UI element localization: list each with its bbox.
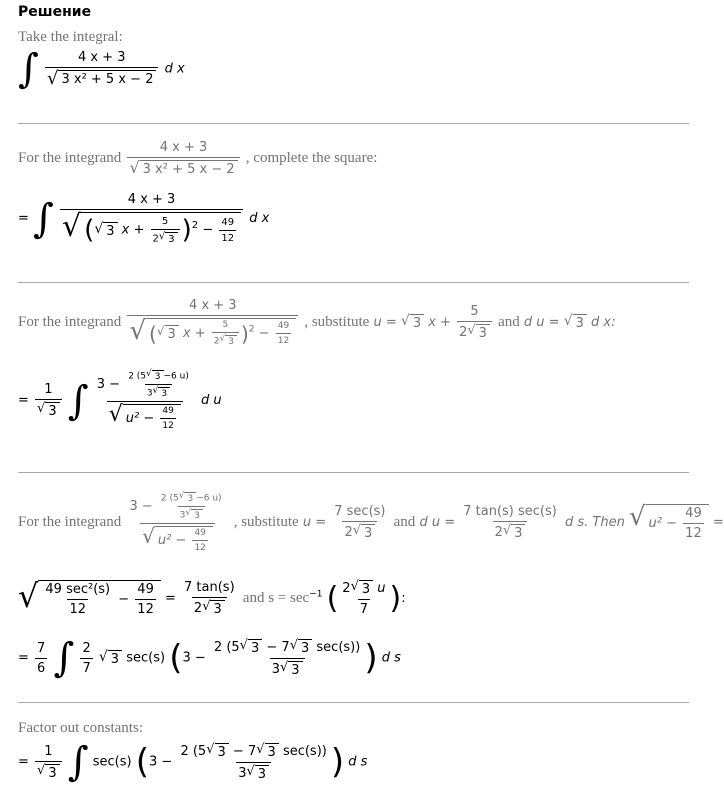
step1-fraction: 4 x + 3 √ 3 x² + 5 x − 2 [45, 50, 158, 88]
integral-sign: ∫ [53, 635, 75, 681]
solution-heading: Решение [18, 4, 92, 20]
step4-result: = $\frac{7}{6}$ ∫ $\frac{2}{7}$ √ 3 sec(s) (3 − 2 (5 √ 3 − 7 √ 3 sec(s)) 3 √ 3 ) d s [18, 635, 401, 681]
divider [18, 282, 689, 283]
integral-sign: ∫ [33, 195, 54, 242]
step3-caption-line: For the integrand 4 x + 3 √ ( √ 3 x + 5 2 √ 3 )$^2$ − $\frac{49}{12}$ , substitute u = √ 3 x + 5 2 √ 3 and d u = √ 3 d x: [18, 298, 616, 347]
step1-expression: ∫ 4 x + 3 √ 3 x² + 5 x − 2 d x [18, 46, 185, 92]
step5-caption: Factor out constants: [18, 720, 143, 736]
step3-result: = 1 √ 3 ∫ 3 − 2 (5 √ 3 −6 u) 3 √ 3 √ u² − $\frac{49}{12}$ d u [18, 369, 222, 431]
step4-caption-line: For the integrand 3 − 2 (5 √ 3 −6 u) 3 √ 3 √ u² − $\frac{49}{12}$ , substitute u = 7 sec(s) 2 √ 3 and d u = 7 tan(s) sec(s) 2 √ 3 d s. Then √ u² − $\frac{49}{12}$ = [18, 491, 724, 553]
integral-sign: ∫ [67, 739, 89, 785]
step1-caption: Take the integral: [18, 29, 123, 45]
step5-result: = 1 √ 3 ∫ sec(s) (3 − 2 (5 √ 3 − 7 √ 3 sec(s)) 3 √ 3 ) d s [18, 739, 368, 785]
step2-caption-line: For the integrand 4 x + 3 √ 3 x² + 5 x − 2 , complete the square: [18, 140, 378, 177]
step2-result: = ∫ 4 x + 3 √ ( √ 3 x + 5 2 √ 3 )$^2$ − $\frac{49}{12}$ d x [18, 192, 270, 245]
integral-sign: ∫ [18, 46, 39, 92]
step4-line2: √ $\frac{\text{49 sec²(s)}}{12}$ − $\frac{49}{12}$ = 7 tan(s) 2 √ 3 and $s = \sec^{-1}$ ( 2 √ 3 u 7 ): [18, 577, 406, 617]
divider [18, 472, 689, 473]
step2-integrand: 4 x + 3 √ 3 x² + 5 x − 2 [127, 140, 239, 177]
divider [18, 702, 689, 703]
divider [18, 123, 689, 124]
integral-sign: ∫ [67, 377, 89, 424]
